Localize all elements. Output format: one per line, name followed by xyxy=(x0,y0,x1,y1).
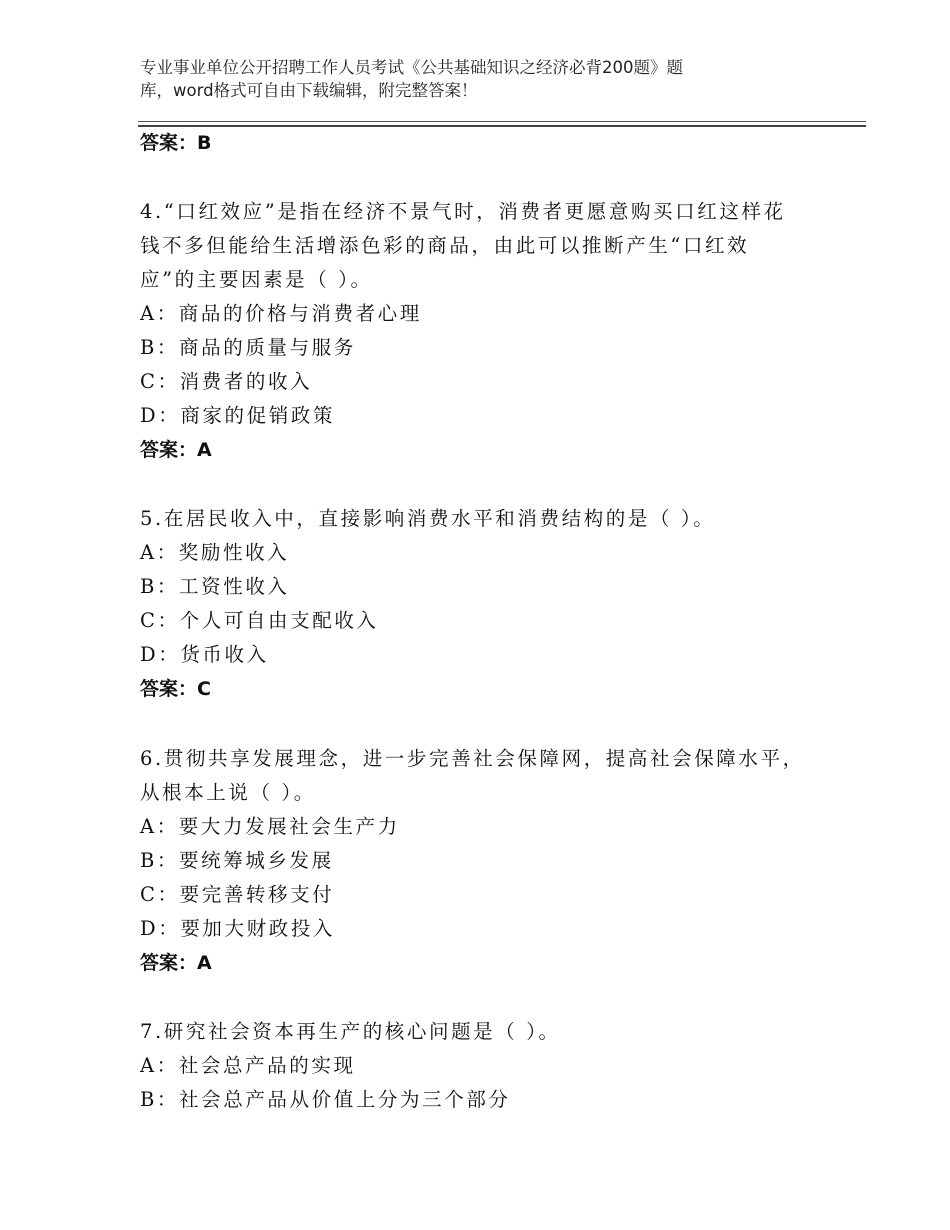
question-stem-line: 应”的主要因素是（ ）。 xyxy=(140,268,373,291)
option-b: B：商品的质量与服务 xyxy=(140,336,356,359)
option-a: A：奖励性收入 xyxy=(140,541,290,564)
option-a: A：要大力发展社会生产力 xyxy=(140,815,400,838)
option-b: B：工资性收入 xyxy=(140,575,290,598)
option-c: C：要完善转移支付 xyxy=(140,883,335,906)
question-5 xyxy=(140,502,820,706)
option-d: D：货币收入 xyxy=(140,643,269,666)
question-4 xyxy=(140,195,820,467)
option-d: D：商家的促销政策 xyxy=(140,404,336,427)
question-stem-line: 7.研究社会资本再生产的核心问题是（ ）。 xyxy=(140,1020,561,1043)
question-stem-line: 4.“口红效应”是指在经济不景气时，消费者更愿意购买口红这样花 xyxy=(140,200,786,223)
header-rule-thick xyxy=(138,125,866,127)
answer: 答案：A xyxy=(140,439,212,461)
previous-answer: 答案：B xyxy=(140,132,212,154)
question-stem-line: 5.在居民收入中，直接影响消费水平和消费结构的是（ ）。 xyxy=(140,507,716,530)
option-d: D：要加大财政投入 xyxy=(140,917,336,940)
answer: 答案：A xyxy=(140,952,212,974)
option-b: B：要统筹城乡发展 xyxy=(140,849,334,872)
question-stem-line: 钱不多但能给生活增添色彩的商品，由此可以推断产生“口红效 xyxy=(140,234,750,257)
option-c: C：消费者的收入 xyxy=(140,370,313,393)
option-b: B：社会总产品从价值上分为三个部分 xyxy=(140,1088,511,1111)
option-a: A：商品的价格与消费者心理 xyxy=(140,302,422,325)
answer: 答案：C xyxy=(140,678,211,700)
option-a: A：社会总产品的实现 xyxy=(140,1054,356,1077)
question-7 xyxy=(140,1015,820,1117)
option-c: C：个人可自由支配收入 xyxy=(140,609,379,632)
question-stem-line: 6.贯彻共享发展理念，进一步完善社会保障网，提高社会保障水平， xyxy=(140,747,805,770)
header-title-line-2: 库，word格式可自由下载编辑，附完整答案！ xyxy=(140,81,478,100)
question-stem-line: 从根本上说（ ）。 xyxy=(140,781,316,804)
document-header xyxy=(140,56,790,102)
header-rule-thin xyxy=(138,121,866,122)
question-6 xyxy=(140,742,820,980)
header-title-line-1: 专业事业单位公开招聘工作人员考试《公共基础知识之经济必背200题》题 xyxy=(140,58,683,77)
